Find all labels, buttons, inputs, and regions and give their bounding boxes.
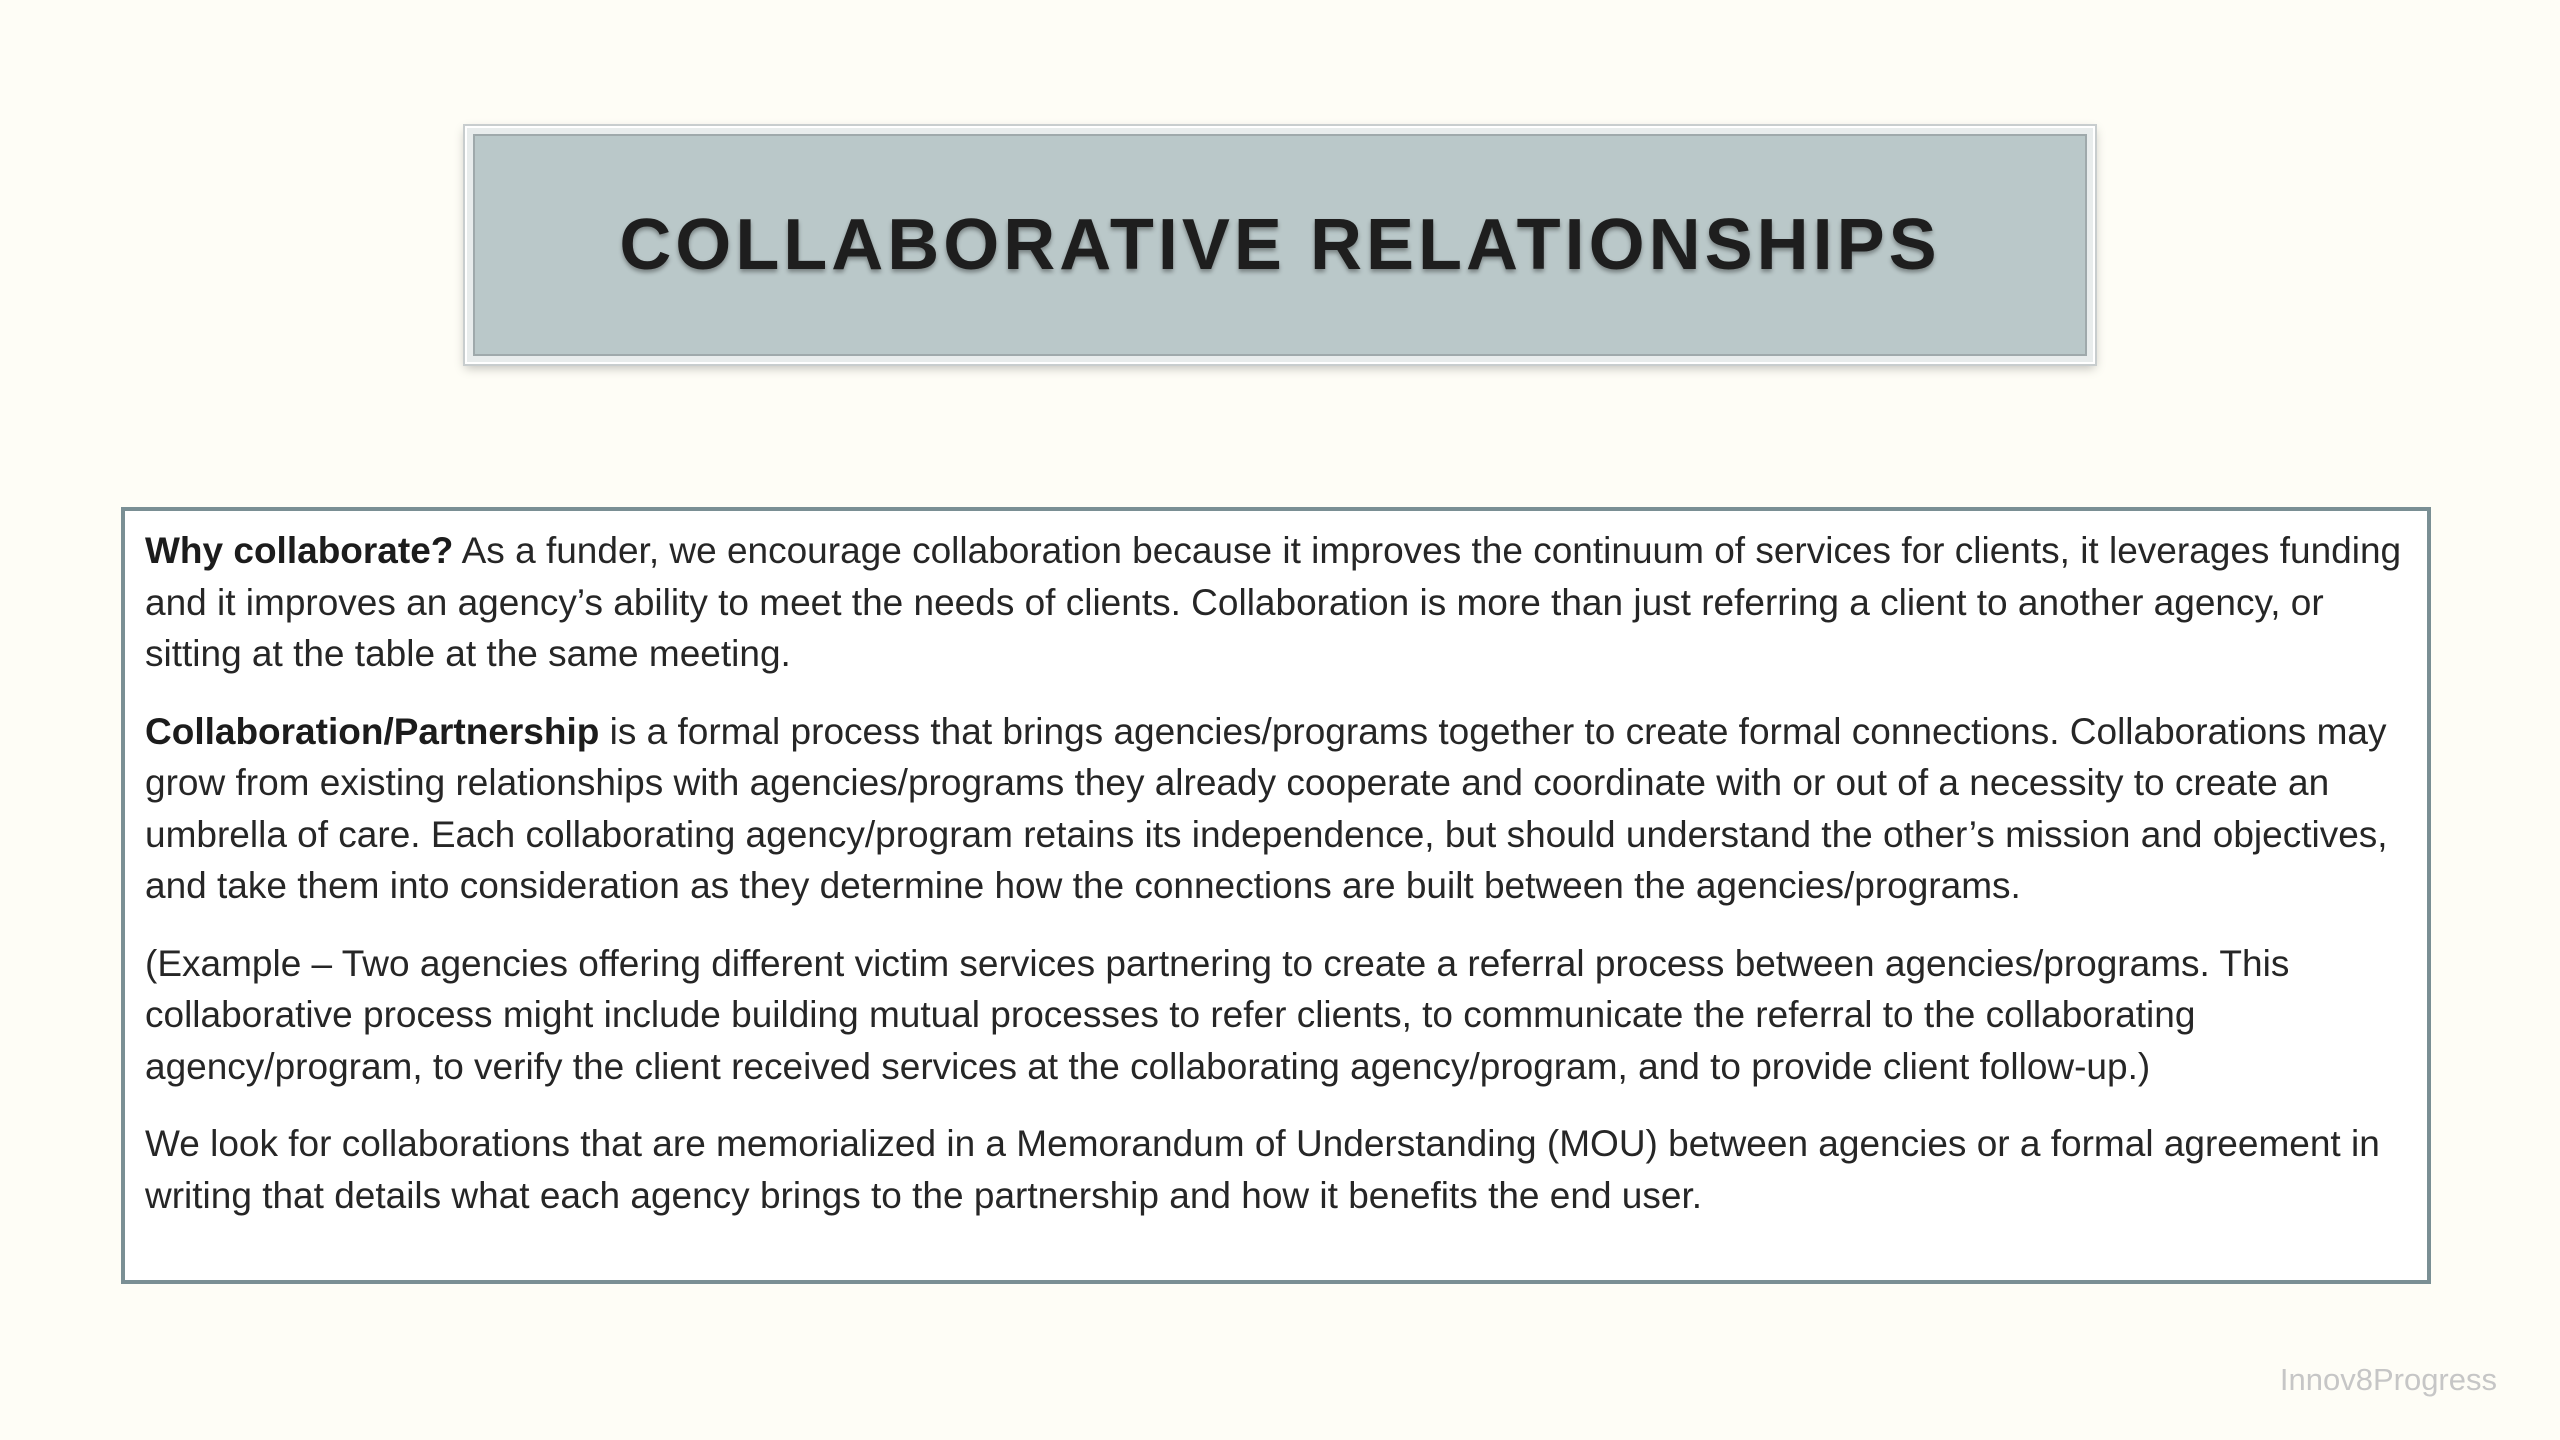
paragraph-example (145, 938, 2409, 1093)
paragraph-collaboration-partnership (145, 706, 2409, 912)
title-box (465, 126, 2095, 364)
paragraph-text: (Example – Two agencies offering different victim services partnering to create a referral process between agencies/programs. This collaborative process might include building mutual processes to refer clients, to communicate the referral to the collaborating agency/program, to verify the client received services at the collaborating agency/program, and to provide client follow-up.) (145, 942, 2290, 1087)
slide-title: COLLABORATIVE RELATIONSHIPS (619, 205, 1941, 285)
paragraph-lead: Collaboration/Partnership (145, 710, 600, 752)
paragraph-text: As a funder, we encourage collaboration because it improves the continuum of services for clients, it leverages funding and it improves an agency’s ability to meet the needs of clients. Collaboration is more than just referring a client to another agency, or sitting at the table at the same meeting. (145, 530, 2402, 674)
watermark: Innov8Progress (2279, 1362, 2497, 1397)
paragraph-why-collaborate (145, 525, 2409, 680)
paragraph-mou (145, 1118, 2409, 1221)
paragraph-lead: Why collaborate? (145, 530, 454, 571)
content-box (121, 507, 2431, 1284)
paragraph-text: We look for collaborations that are memorialized in a Memorandum of Understanding (MOU) between agencies or a formal agreement in writing that details what each agency brings to the partnership and how it benefits the end user. (145, 1123, 2380, 1216)
paragraph-text: is a formal process that brings agencies/programs together to create formal connections. Collaborations may grow from existing relationships with agencies/programs they already cooperate and coordinate with or out of a necessity to create an umbrella of care. Each collaborating agency/program retains its independence, but should understand the other’s mission and objectives, and take them into consideration as they determine how the connections are built between the agencies/programs. (145, 710, 2388, 906)
